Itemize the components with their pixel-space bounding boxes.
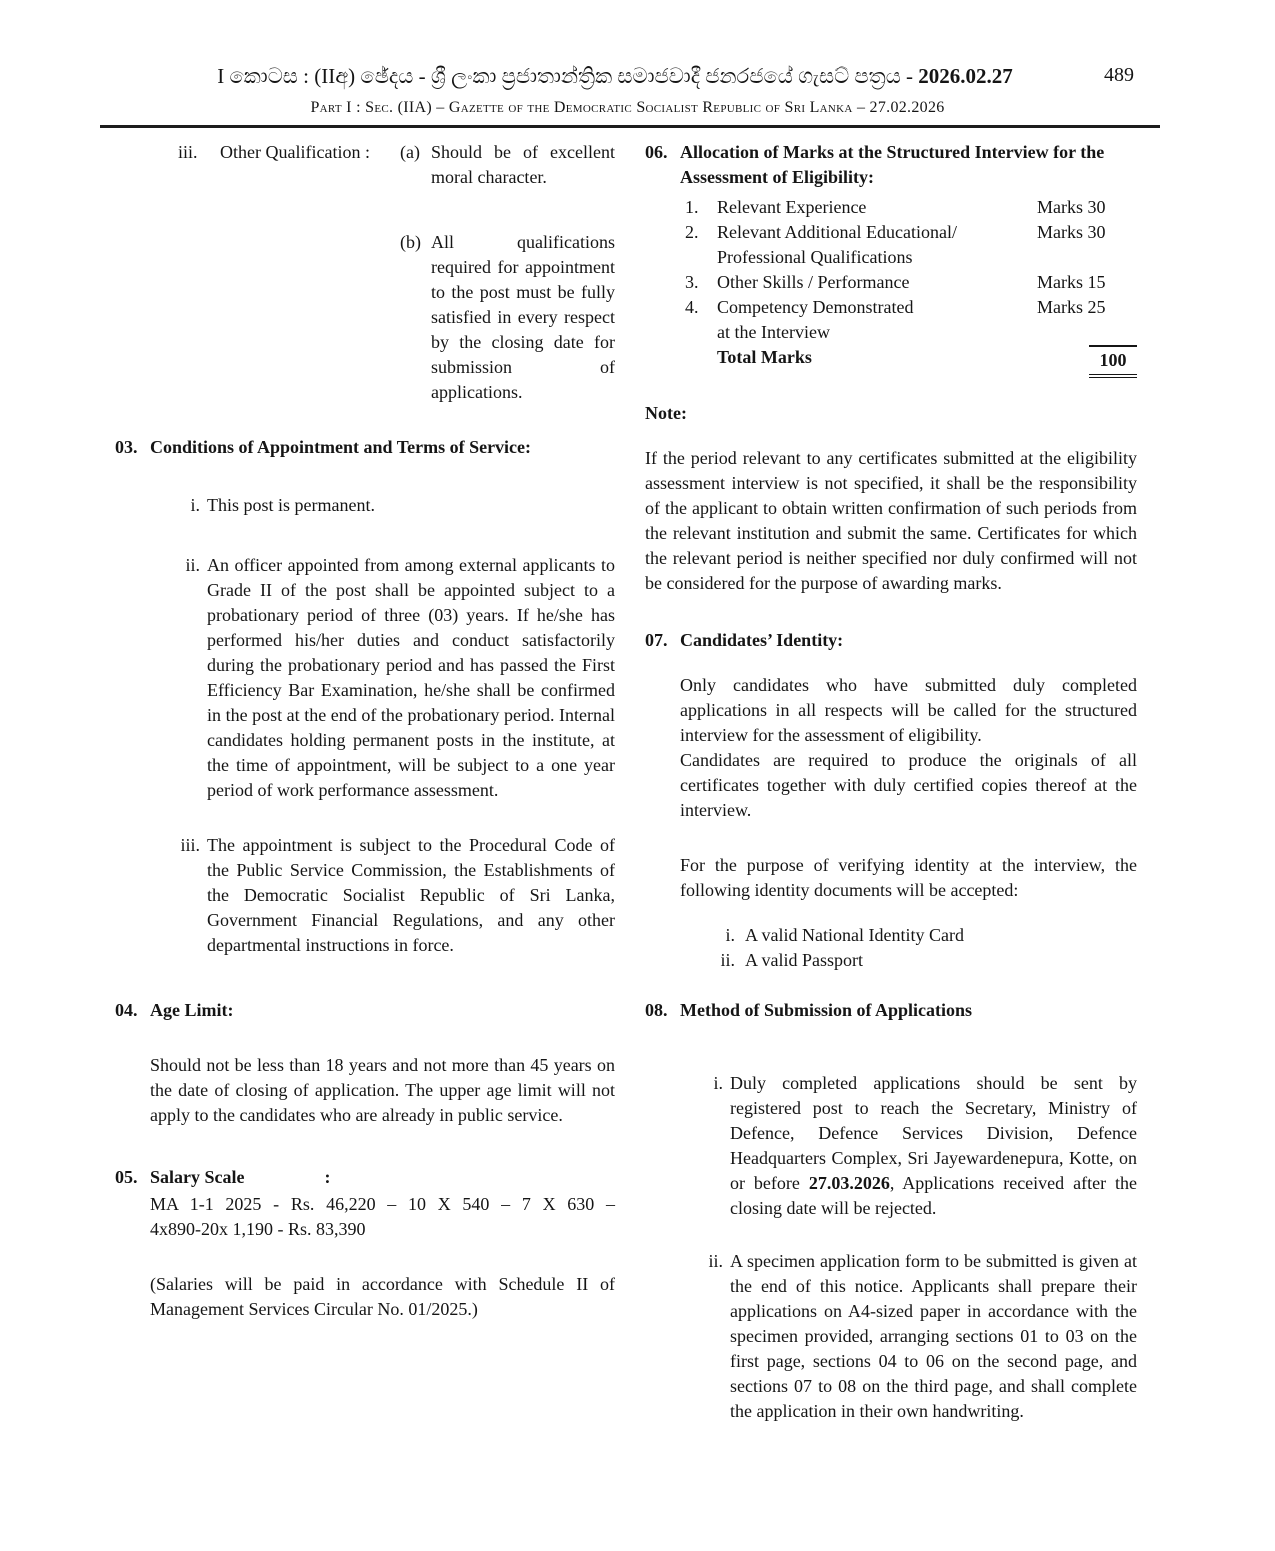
marks-row-text xyxy=(717,295,1032,345)
qualification-item-b xyxy=(400,230,615,405)
marks-total-row xyxy=(685,345,1137,378)
document-item-text: A valid National Identity Card xyxy=(745,925,964,945)
marks-row-number: 2. xyxy=(685,222,699,242)
other-qualification-number: iii. xyxy=(178,142,198,162)
section-03-heading xyxy=(115,435,615,460)
section-05-number: 05. xyxy=(115,1167,138,1187)
submission-item-number: i. xyxy=(713,1073,723,1093)
marks-row-text: Relevant Experience xyxy=(717,197,867,217)
header-rule xyxy=(100,125,1160,128)
document-item-text: A valid Passport xyxy=(745,950,864,970)
document-item xyxy=(645,923,1137,948)
section-08-heading xyxy=(645,998,1137,1023)
section-04-title: Age Limit: xyxy=(150,1000,234,1020)
marks-table xyxy=(645,195,1137,378)
identity-paragraph-1a: Only candidates who have submitted duly completed applications in all respects will be called for the structured interview for the assessment of eligibility. xyxy=(680,675,1137,745)
marks-row xyxy=(685,195,1137,220)
section-06-heading xyxy=(645,140,1137,190)
document-item-number: ii. xyxy=(720,950,735,970)
list-item xyxy=(115,553,615,803)
item-number: ii. xyxy=(185,555,200,575)
section-03-number: 03. xyxy=(115,437,138,457)
section-04-number: 04. xyxy=(115,1000,138,1020)
section-08-number: 08. xyxy=(645,1000,668,1020)
qualification-b-marker: (b) xyxy=(400,232,421,252)
section-03-title: Conditions of Appointment and Terms of Service: xyxy=(150,437,532,457)
submission-text-post: , Applications received after the closing date will be rejected. xyxy=(730,1173,1137,1218)
closing-date: 27.03.2026 xyxy=(808,1173,890,1193)
salary-scale-line2: 4x890-20x 1,190 - Rs. 83,390 xyxy=(150,1219,366,1239)
section-07-heading xyxy=(645,628,1137,653)
other-qualification-row xyxy=(115,140,615,190)
section-05-heading xyxy=(115,1165,615,1190)
marks-row-value: Marks 25 xyxy=(1037,297,1106,317)
submission-item xyxy=(645,1071,1137,1221)
item-text: The appointment is subject to the Procedural Code of the Public Service Commission, the Establishments of the Democratic Socialist Republic of Sri Lanka, Government Financial Regulations, and any other departmental instructions in force. xyxy=(207,835,615,955)
section-06-number: 06. xyxy=(645,142,668,162)
marks-row-number: 3. xyxy=(685,272,699,292)
marks-total-spacer xyxy=(685,345,717,378)
qualification-b-text: All qualifications required for appointment to the post must be fully satisfied in every respect by the closing date for submission of applications. xyxy=(431,232,615,402)
right-column xyxy=(645,140,1137,1424)
qualification-item-a xyxy=(400,140,615,190)
marks-row xyxy=(685,295,1137,345)
submission-item xyxy=(645,1249,1137,1424)
identity-paragraph-1b: Candidates are required to produce the originals of all certificates together with duly certified copies thereof at the interview. xyxy=(680,750,1137,820)
marks-row-value: Marks 30 xyxy=(1037,197,1106,217)
section-07-title: Candidates’ Identity: xyxy=(680,630,844,650)
salary-scale-line1: MA 1-1 2025 - Rs. 46,220 – 10 X 540 – 7 X 630 – xyxy=(150,1194,615,1214)
marks-total-label: Total Marks xyxy=(717,347,812,367)
marks-row-value: Marks 15 xyxy=(1037,272,1106,292)
item-text: An officer appointed from among external applicants to Grade II of the post shall be appointed subject to a probationary period of three (03) years. If he/she has performed his/her duties and conduct satisfactorily during the probationary period and has passed the First Efficiency Bar Examination, he/she shall be confirmed in the post at the end of the probationary period. Internal candidates holding permanent posts in the institute, at the time of appointment, will be subject to a one year period of work performance assessment. xyxy=(207,555,615,800)
document-item-number: i. xyxy=(725,925,735,945)
section-06-title: Allocation of Marks at the Structured Interview for the Assessment of Eligibility: xyxy=(680,142,1105,187)
marks-row xyxy=(685,270,1137,295)
header-english: Part I : Sec. (IIA) – Gazette of the Democratic Socialist Republic of Sri Lanka – 27.02.2026 xyxy=(310,99,945,116)
section-04-heading xyxy=(115,998,615,1023)
page-number: 489 xyxy=(1104,64,1134,86)
marks-row-text: Other Skills / Performance xyxy=(717,272,910,292)
note-heading: Note: xyxy=(645,403,687,423)
salary-note: (Salaries will be paid in accordance with Schedule II of Management Services Circular No. 01/2025.) xyxy=(150,1274,615,1319)
list-item xyxy=(115,493,615,518)
marks-row-line1: Relevant Additional Educational/ xyxy=(717,222,957,242)
marks-row-text xyxy=(717,220,1032,270)
marks-row-value: Marks 30 xyxy=(1037,222,1106,242)
submission-item-text: A specimen application form to be submitted is given at the end of this notice. Applicants shall prepare their applications on A4-sized paper in accordance with the specimen provided, arranging sections 01 to 03 on the first page, sections 04 to 06 on the second page, and sections 07 to 08 on the third page, and shall complete the application in their own handwriting. xyxy=(730,1251,1137,1421)
marks-total-cell xyxy=(1037,345,1137,378)
marks-total-value: 100 xyxy=(1089,345,1137,378)
header-sinhala xyxy=(0,64,1230,89)
header-sinhala-text: I කොටස : (IIඅ) ඡේදය - ශ්‍රී ලංකා ප්‍රජාතාන්ත්‍රික සමාජවාදී ජනරජයේ ගැසට් පත්‍රය - xyxy=(217,64,919,88)
qualification-a-text: Should be of excellent moral character. xyxy=(431,142,615,187)
item-number: iii. xyxy=(180,835,200,855)
item-number: i. xyxy=(190,495,200,515)
header-sinhala-date: 2026.02.27 xyxy=(918,64,1013,88)
note-paragraph: If the period relevant to any certificates submitted at the eligibility assessment interview is not specified, it shall be the responsibility of the applicant to obtain written confirmation of such periods from the relevant institution and submit the same. Certificates for which the relevant period is neither specified nor duly confirmed will not be considered for the purpose of awarding marks. xyxy=(645,448,1137,593)
marks-row-line2: at the Interview xyxy=(717,322,830,342)
section-08-title: Method of Submission of Applications xyxy=(680,1000,973,1020)
section-05-title: Salary Scale xyxy=(150,1167,245,1187)
marks-row-line1: Competency Demonstrated xyxy=(717,297,914,317)
marks-row xyxy=(685,220,1137,270)
section-07-number: 07. xyxy=(645,630,668,650)
list-item xyxy=(115,833,615,958)
marks-row-number: 4. xyxy=(685,297,699,317)
other-qualification-label: Other Qualification : xyxy=(220,142,370,162)
section-05-colon: : xyxy=(324,1167,331,1187)
identity-documents-list xyxy=(645,923,1137,973)
submission-item-number: ii. xyxy=(708,1251,723,1271)
identity-paragraph-2: For the purpose of verifying identity at the interview, the following identity documents will be accepted: xyxy=(680,855,1137,900)
document-item xyxy=(645,948,1137,973)
age-limit-paragraph: Should not be less than 18 years and not more than 45 years on the date of closing of application. The upper age limit will not apply to the candidates who are already in public service. xyxy=(150,1055,615,1125)
marks-row-number: 1. xyxy=(685,197,699,217)
item-text: This post is permanent. xyxy=(207,495,375,515)
submission-item-text xyxy=(730,1071,1137,1221)
qualification-a-marker: (a) xyxy=(400,142,420,162)
marks-row-line2: Professional Qualifications xyxy=(717,247,913,267)
submission-text-pre: Duly completed applications should be sent by registered post to reach the Secretary, Ministry of Defence, Defence Services Division, Defence Headquarters Complex, Sri Jayewardenepura, Kotte, on or before xyxy=(730,1073,1137,1193)
left-column xyxy=(115,140,615,1322)
salary-scale xyxy=(150,1192,615,1242)
identity-paragraph-1 xyxy=(680,673,1137,823)
